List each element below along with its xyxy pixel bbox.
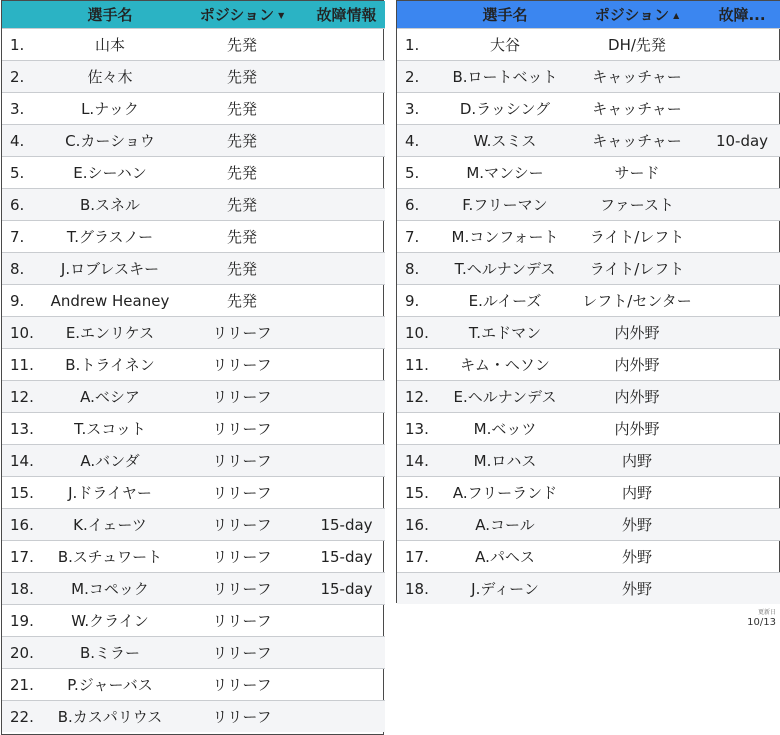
player-position: サード [571,157,703,189]
injury-status [703,573,780,605]
row-number: 16. [2,509,44,541]
player-name: P.ジャーバス [44,669,176,701]
player-position: ファースト [571,189,703,221]
injury-status [703,93,780,125]
table-row[interactable] [397,573,780,605]
table-row[interactable] [2,637,385,669]
row-number: 8. [397,253,439,285]
player-name: W.スミス [439,125,571,157]
table-row[interactable] [397,317,780,349]
player-position: リリーフ [176,637,308,669]
batters-table-panel [396,0,780,603]
row-number: 18. [2,573,44,605]
player-position: リリーフ [176,509,308,541]
injury-status [308,29,385,61]
pitchers-table-panel [1,0,384,735]
injury-status: 10-day [703,125,780,157]
player-name: A.フリーランド [439,477,571,509]
player-position: 先発 [176,157,308,189]
row-number: 17. [397,541,439,573]
column-header-number [2,1,44,29]
table-row[interactable] [397,221,780,253]
injury-status [703,413,780,445]
table-row[interactable] [397,477,780,509]
row-number: 2. [2,61,44,93]
injury-status [703,541,780,573]
player-name: J.ディーン [439,573,571,605]
row-number: 14. [397,445,439,477]
table-row[interactable] [2,701,385,733]
row-number: 3. [397,93,439,125]
injury-status [308,189,385,221]
row-number: 7. [2,221,44,253]
player-position: リリーフ [176,573,308,605]
row-number: 20. [2,637,44,669]
player-position: ライト/レフト [571,253,703,285]
player-name: D.ラッシング [439,93,571,125]
player-name: F.フリーマン [439,189,571,221]
row-number: 12. [2,381,44,413]
table-row[interactable] [2,157,385,189]
player-name: M.コンフォート [439,221,571,253]
table-row[interactable] [2,221,385,253]
injury-status [308,669,385,701]
row-number: 18. [397,573,439,605]
table-row[interactable] [2,317,385,349]
injury-status: 15-day [308,541,385,573]
player-name: E.シーハン [44,157,176,189]
row-number: 15. [397,477,439,509]
player-position: キャッチャー [571,125,703,157]
player-name: J.ドライヤー [44,477,176,509]
player-name: E.ルイーズ [439,285,571,317]
column-header-injury[interactable]: 故障... [703,1,780,29]
player-position: 先発 [176,253,308,285]
column-header-position-label: ポジション [594,6,670,24]
table-row[interactable] [397,125,780,157]
table-row[interactable] [2,669,385,701]
table-row[interactable] [2,253,385,285]
player-name: B.スネル [44,189,176,221]
injury-status [703,189,780,221]
table-row[interactable] [2,605,385,637]
row-number: 6. [2,189,44,221]
table-row[interactable] [397,157,780,189]
player-position: 先発 [176,189,308,221]
injury-status [308,61,385,93]
table-row[interactable] [2,573,385,605]
injury-status [308,285,385,317]
table-row[interactable] [397,189,780,221]
table-row[interactable] [397,285,780,317]
player-position: リリーフ [176,317,308,349]
player-position: 外野 [571,541,703,573]
row-number: 10. [397,317,439,349]
row-number: 1. [397,29,439,61]
injury-status [703,349,780,381]
player-position: 外野 [571,573,703,605]
row-number: 9. [2,285,44,317]
injury-status [703,509,780,541]
player-position: DH/先発 [571,29,703,61]
player-name: J.ロブレスキー [44,253,176,285]
row-number: 13. [397,413,439,445]
player-name: 佐々木 [44,61,176,93]
table-row[interactable] [2,381,385,413]
injury-status [308,157,385,189]
pitchers-table [2,1,385,732]
player-name: 山本 [44,29,176,61]
row-number: 6. [397,189,439,221]
player-position: 内野 [571,477,703,509]
player-name: T.エドマン [439,317,571,349]
row-number: 17. [2,541,44,573]
sort-down-icon[interactable]: ▼ [278,11,285,20]
player-name: B.スチュワート [44,541,176,573]
injury-status [308,253,385,285]
player-position: 内外野 [571,349,703,381]
player-position: 先発 [176,221,308,253]
player-position: 内外野 [571,317,703,349]
player-position: 内外野 [571,413,703,445]
table-row[interactable] [2,61,385,93]
injury-status [703,61,780,93]
row-number: 7. [397,221,439,253]
row-number: 5. [397,157,439,189]
column-header-position-label: ポジション [199,6,275,24]
row-number: 15. [2,477,44,509]
player-position: 先発 [176,61,308,93]
row-number: 9. [397,285,439,317]
injury-status [308,445,385,477]
table-row[interactable] [2,93,385,125]
sort-up-icon[interactable]: ▲ [673,11,680,20]
player-name: C.カーショウ [44,125,176,157]
player-position: ライト/レフト [571,221,703,253]
player-name: B.カスパリウス [44,701,176,733]
row-number: 21. [2,669,44,701]
injury-status [308,605,385,637]
player-position: 先発 [176,93,308,125]
table-row[interactable] [397,509,780,541]
injury-status [703,29,780,61]
row-number: 19. [2,605,44,637]
player-position: 内野 [571,445,703,477]
player-name: M.ベッツ [439,413,571,445]
player-name: A.コール [439,509,571,541]
injury-status [308,93,385,125]
table-row[interactable] [2,189,385,221]
table-row[interactable] [2,125,385,157]
player-position: リリーフ [176,541,308,573]
player-position: リリーフ [176,445,308,477]
injury-status [308,637,385,669]
row-number: 4. [397,125,439,157]
row-number: 14. [2,445,44,477]
player-name: M.コペック [44,573,176,605]
column-header-injury[interactable]: 故障情報 [308,1,385,29]
injury-status [308,701,385,733]
player-position: リリーフ [176,413,308,445]
player-position: キャッチャー [571,61,703,93]
table-row[interactable] [2,285,385,317]
column-header-number [397,1,439,29]
table-row[interactable] [2,413,385,445]
player-position: 外野 [571,509,703,541]
player-name: A.パヘス [439,541,571,573]
injury-status [703,477,780,509]
injury-status [308,349,385,381]
player-name: B.ロートベット [439,61,571,93]
table-header-row [2,1,385,29]
player-name: W.クライン [44,605,176,637]
injury-status [308,477,385,509]
player-name: E.ヘルナンデス [439,381,571,413]
player-position: リリーフ [176,381,308,413]
column-header-position[interactable] [176,1,308,29]
player-position: 先発 [176,125,308,157]
table-row[interactable] [397,253,780,285]
row-number: 13. [2,413,44,445]
player-position: キャッチャー [571,93,703,125]
row-number: 11. [2,349,44,381]
table-row[interactable] [2,349,385,381]
injury-status [703,253,780,285]
player-name: Andrew Heaney [44,285,176,317]
row-number: 2. [397,61,439,93]
injury-status: 15-day [308,573,385,605]
injury-status [308,221,385,253]
player-name: K.イェーツ [44,509,176,541]
player-name: T.スコット [44,413,176,445]
player-position: 先発 [176,29,308,61]
row-number: 16. [397,509,439,541]
player-name: M.マンシー [439,157,571,189]
player-name: E.エンリケス [44,317,176,349]
player-name: T.ヘルナンデス [439,253,571,285]
updated-label: 更新日 [757,609,776,616]
table-row[interactable] [2,541,385,573]
column-header-name[interactable]: 選手名 [44,1,176,29]
batters-table [397,1,780,604]
row-number: 12. [397,381,439,413]
player-name: B.ミラー [44,637,176,669]
injury-status: 15-day [308,509,385,541]
table-row[interactable] [397,29,780,61]
injury-status [703,381,780,413]
table-row[interactable] [2,445,385,477]
row-number: 1. [2,29,44,61]
player-position: リリーフ [176,605,308,637]
player-name: キム・ヘソン [439,349,571,381]
updated-date: 10/13 [747,616,776,628]
row-number: 10. [2,317,44,349]
player-name: A.バンダ [44,445,176,477]
injury-status [703,317,780,349]
column-header-position[interactable] [571,1,703,29]
column-header-name[interactable]: 選手名 [439,1,571,29]
player-name: A.ベシア [44,381,176,413]
updated-info [747,610,776,628]
injury-status [308,125,385,157]
injury-status [703,445,780,477]
player-name: L.ナック [44,93,176,125]
injury-status [703,285,780,317]
injury-status [308,317,385,349]
player-position: リリーフ [176,669,308,701]
injury-status [703,221,780,253]
row-number: 4. [2,125,44,157]
table-row[interactable] [397,381,780,413]
player-name: T.グラスノー [44,221,176,253]
table-row[interactable] [2,477,385,509]
injury-status [703,157,780,189]
row-number: 22. [2,701,44,733]
injury-status [308,381,385,413]
table-row[interactable] [2,29,385,61]
table-row[interactable] [397,445,780,477]
player-position: 内外野 [571,381,703,413]
player-name: M.ロハス [439,445,571,477]
player-position: レフト/センター [571,285,703,317]
injury-status [308,413,385,445]
player-position: リリーフ [176,477,308,509]
table-row[interactable] [397,61,780,93]
row-number: 8. [2,253,44,285]
player-name: B.トライネン [44,349,176,381]
player-position: リリーフ [176,349,308,381]
table-row[interactable] [397,541,780,573]
row-number: 3. [2,93,44,125]
table-row[interactable] [397,93,780,125]
table-row[interactable] [397,349,780,381]
row-number: 11. [397,349,439,381]
row-number: 5. [2,157,44,189]
player-name: 大谷 [439,29,571,61]
player-position: リリーフ [176,701,308,733]
table-row[interactable] [2,509,385,541]
table-row[interactable] [397,413,780,445]
table-header-row [397,1,780,29]
player-position: 先発 [176,285,308,317]
